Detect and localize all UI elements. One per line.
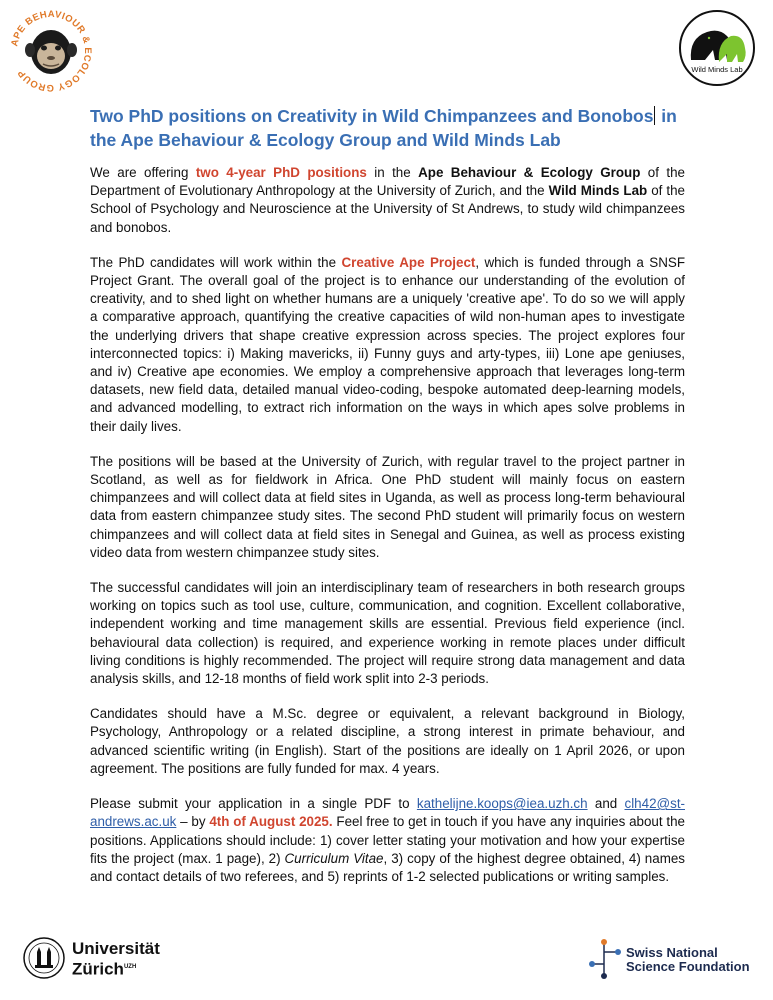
- university-zurich-logo: [22, 936, 182, 982]
- page-title: Two PhD positions on Creativity in Wild Chimpanzees and Bonobos in the Ape Behaviour & Ecology Group and Wild Minds Lab: [90, 106, 677, 150]
- svg-text:Wild Minds Lab: Wild Minds Lab: [691, 65, 743, 74]
- wild-minds-lab-logo: [677, 8, 757, 88]
- paragraph-project: The PhD candidates will work within the Creative Ape Project, which is funded through a SNSF Project Grant. The overall goal of the project is to enhance our understanding of the evolution of creativity, and to shed light on whether humans are a uniquely 'creative ape'. To do so we will apply a comparative approach, quantifying the creative capacities of wild non-human apes to investigate the underlying drivers that shape creative expression across species. The project explores four interconnected topics: i) Making mavericks, ii) Funny guys and arty-types, iii) Lone ape geniuses, and iv) Creative ape economies. We employ a comprehensive approach that leverages long-term datasets, new field data, detailed manual video-coding, bespoke automated deep-learning models, and advanced modelling, to extract rich information on the ways in which apes solve problems in their daily lives.: [90, 254, 685, 434]
- paragraph-candidates: The successful candidates will join an interdisciplinary team of researchers in both research groups working on topics such as tool use, culture, communication, and cognition. Excellent collaborative, independent working and time management skills are essential. Previous field experience (incl. behavioural data collection) is required, and experience working in remote places under difficult living conditions is highly recommended. The project will require strong data management and data analysis skills, and 12-18 months of field work split into 2-3 periods.: [90, 580, 685, 687]
- university-name: Universität Zürich$^{UZH}$: [72, 939, 160, 979]
- ape-behaviour-ecology-logo: [8, 8, 94, 94]
- group-name: Ape Behaviour & Ecology Group: [418, 165, 641, 180]
- email-link-koops[interactable]: kathelijne.koops@iea.uzh.ch: [416, 796, 588, 812]
- paragraph-requirements: Candidates should have a M.Sc. degree or equivalent, a relevant background in Biology, Psychology, Anthropology or a related discipline, a strong interest in primate behaviour, and advanced scientific writing (in English). Start of the positions are ideally on 1 April 2026, or upon agreement. The positions are fully funded for max. 4 years.: [90, 706, 685, 776]
- snsf-name: Swiss National Science Foundation: [626, 945, 750, 974]
- lab-name: Wild Minds Lab: [548, 183, 648, 199]
- document-body: [90, 164, 685, 903]
- paragraph-location: The positions will be based at the University of Zurich, with regular travel to the project partner in Scotland, as well as for fieldwork in Africa. One PhD student will mainly focus on eastern chimpanzees and will collect data at field sites in Uganda, as well as process long-term behavioural data from eastern chimpanzee study sites. The second PhD student will primarily focus on western chimpanzees and will collect data at field sites in Senegal and Guinea, as well as process existing video data from western chimpanzee study sites.: [90, 453, 685, 560]
- highlight-positions: two 4-year PhD positions: [195, 165, 367, 180]
- email-link-clh42[interactable]: clh42@st-andrews.ac.uk: [90, 796, 685, 830]
- paragraph-application: Please submit your application in a single PDF to kathelijne.koops@iea.uzh.ch and clh42@st-andrews.ac.uk – by 4th of August 2025. Feel free to get in touch if you have any inquiries about the positions. Applications should include: 1) cover letter stating your motivation and how your expertise fits the project (max. 1 page), 2) Curriculum Vitae, 3) copy of the highest degree obtained, 4) names and contact details of two referees, and 5) reprints of 1-2 selected publications or writing samples.: [90, 796, 686, 884]
- project-name: Creative Ape Project: [341, 254, 476, 270]
- chimpanzee-face-icon: [8, 8, 94, 94]
- university-seal-icon: [22, 936, 66, 980]
- svg-text:APE BEHAVIOUR & ECOLOGY GROUP: APE BEHAVIOUR & ECOLOGY GROUP: [9, 8, 94, 94]
- snsf-logo: [586, 936, 761, 982]
- snsf-dots-icon: [586, 936, 624, 980]
- paragraph-intro: We are offering two 4-year PhD positions in the Ape Behaviour & Ecology Group of the Department of Evolutionary Anthropology at the University of Zurich, and the Wild Minds Lab of the School of Psychology and Neuroscience at the University of St Andrews, to study wild chimpanzees and bonobos.: [90, 165, 685, 235]
- deadline: 4th of August 2025.: [209, 814, 333, 830]
